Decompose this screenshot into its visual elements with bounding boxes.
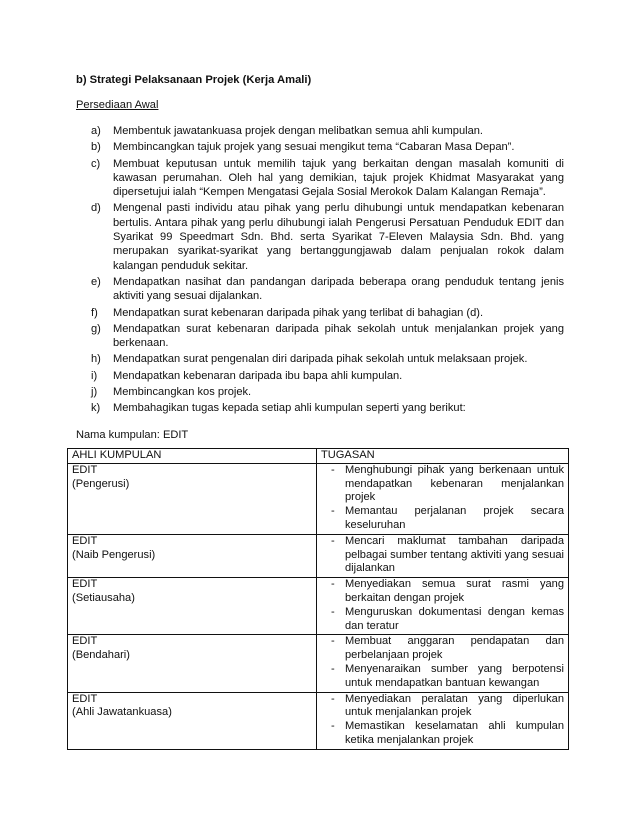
task-item (321, 578, 564, 606)
task-item (321, 505, 564, 533)
table-row (68, 534, 569, 577)
section-heading: b) Strategi Pelaksanaan Projek (Kerja Amali) (76, 74, 312, 86)
list-marker: j) (91, 386, 98, 399)
list-marker: k) (91, 402, 101, 415)
member-role: (Setiausaha) (72, 591, 135, 604)
list-item (76, 369, 564, 383)
table-row (68, 635, 569, 692)
task-cell (317, 534, 569, 577)
list-item-text: Mendapatkan surat pengenalan diri daripada pihak sekolah untuk melaksaan projek. (113, 353, 528, 366)
list-item (76, 275, 564, 304)
task-cell (317, 578, 569, 635)
list-item (76, 157, 564, 200)
task-item (321, 635, 564, 663)
task-text: Menyenaraikan sumber yang berpotensi untuk mendapatkan bantuan kewangan (345, 662, 564, 689)
member-name: EDIT (72, 534, 98, 547)
header-member: AHLI KUMPULAN (68, 449, 317, 464)
preparation-list (76, 124, 564, 418)
task-text: Mencari maklumat tambahan daripada pelbagai sumber tentang aktiviti yang sesuai dijalankan (345, 534, 564, 575)
member-role: (Naib Pengerusi) (72, 548, 156, 561)
task-item (321, 663, 564, 691)
task-dash: - (331, 505, 335, 518)
list-item (76, 201, 564, 272)
list-marker: f) (91, 306, 98, 319)
task-dash: - (331, 605, 335, 618)
member-name: EDIT (72, 692, 98, 705)
list-item (76, 322, 564, 351)
task-text: Menyediakan semua surat rasmi yang berkaitan dengan projek (345, 578, 564, 604)
member-role: (Bendahari) (72, 649, 130, 662)
list-marker: d) (91, 202, 101, 215)
task-dash: - (331, 720, 335, 733)
list-marker: g) (91, 322, 101, 335)
member-cell (68, 578, 317, 635)
table-row (68, 692, 569, 749)
list-item (76, 352, 564, 366)
task-cell (317, 692, 569, 749)
member-cell (68, 463, 317, 534)
list-item-text: Mendapatkan nasihat dan pandangan daripada beberapa orang penduduk tentang jenis aktiviti yang sesuai dijalankan. (113, 275, 564, 303)
member-name: EDIT (72, 463, 98, 476)
task-item (321, 535, 564, 576)
task-dash: - (331, 534, 335, 547)
subheading: Persediaan Awal (76, 99, 159, 111)
list-marker: i) (91, 369, 98, 382)
task-dash: - (331, 635, 335, 648)
member-cell (68, 692, 317, 749)
member-role: (Ahli Jawatankuasa) (72, 706, 172, 719)
list-marker: h) (91, 353, 101, 366)
list-item-text: Membentuk jawatankuasa projek dengan melibatkan semua ahli kumpulan. (113, 125, 484, 137)
member-role: (Pengerusi) (72, 477, 130, 490)
list-item-text: Membahagikan tugas kepada setiap ahli kumpulan seperti yang berikut: (113, 402, 466, 415)
list-item-text: Mengenal pasti individu atau pihak yang perlu dihubungi untuk mendapatkan kebenaran bertulis. Antara pihak yang perlu dihubungi ialah Pengerusi Persatuan Penduduk EDIT dan Syarikat 99 Speedmart Sdn. Bhd. serta Syarikat 7-Eleven Malaysia Sdn. Bhd. yang merupakan syarikat-syarikat yang bertanggungjawab dalam penjualan rokok dalam kalangan penduduk sekitar. (113, 202, 564, 272)
list-item-text: Membincangkan kos projek. (113, 386, 252, 399)
list-item-text: Membincangkan tajuk projek yang sesuai mengikut tema “Cabaran Masa Depan”. (113, 141, 515, 154)
list-marker: c) (91, 157, 101, 170)
member-name: EDIT (72, 635, 98, 648)
list-item (76, 385, 564, 399)
list-item-text: Mendapatkan surat kebenaran daripada pihak yang terlibat di bahagian (d). (113, 306, 484, 319)
list-marker: e) (91, 275, 101, 288)
task-dash: - (331, 692, 335, 705)
header-task: TUGASAN (317, 449, 569, 464)
task-cell (317, 463, 569, 534)
list-marker: b) (91, 141, 101, 154)
task-item (321, 606, 564, 634)
task-table (67, 448, 569, 750)
task-text: Menguruskan dokumentasi dengan kemas dan teratur (345, 605, 564, 632)
list-item-text: Membuat keputusan untuk memilih tajuk yang berkaitan dengan masalah komuniti di kawasan perumahan. Oleh hal yang demikian, tajuk projek Khidmat Masyarakat yang dipersetujui ialah “Kempen Mengatasi Gejala Sosial Merokok Dalam Kalangan Remaja”. (113, 157, 564, 199)
task-item (321, 693, 564, 721)
table-header-row (68, 449, 569, 464)
list-marker: a) (91, 125, 101, 137)
task-dash: - (331, 662, 335, 675)
list-item (76, 140, 564, 154)
list-item (76, 306, 564, 320)
group-name: Nama kumpulan: EDIT (76, 429, 189, 441)
member-cell (68, 635, 317, 692)
task-text: Menghubungi pihak yang berkenaan untuk mendapatkan kebenaran menjalankan projek (345, 463, 564, 504)
member-cell (68, 534, 317, 577)
task-item (321, 720, 564, 748)
member-name: EDIT (72, 578, 98, 591)
table-row (68, 463, 569, 534)
task-text: Membuat anggaran pendapatan dan perbelanjaan projek (345, 635, 564, 662)
task-text: Memantau perjalanan projek secara keseluruhan (345, 505, 564, 531)
task-text: Memastikan keselamatan ahli kumpulan ketika menjalankan projek (345, 720, 564, 746)
table-row (68, 578, 569, 635)
task-dash: - (331, 463, 335, 476)
list-item-text: Mendapatkan surat kebenaran daripada pihak sekolah untuk menjalankan projek yang berkenaan. (113, 322, 564, 350)
task-dash: - (331, 578, 335, 591)
list-item (76, 124, 564, 138)
task-text: Menyediakan peralatan yang diperlukan untuk menjalankan projek (345, 692, 564, 719)
list-item (76, 401, 564, 415)
list-item-text: Mendapatkan kebenaran daripada ibu bapa ahli kumpulan. (113, 369, 403, 382)
task-cell (317, 635, 569, 692)
task-item (321, 464, 564, 505)
